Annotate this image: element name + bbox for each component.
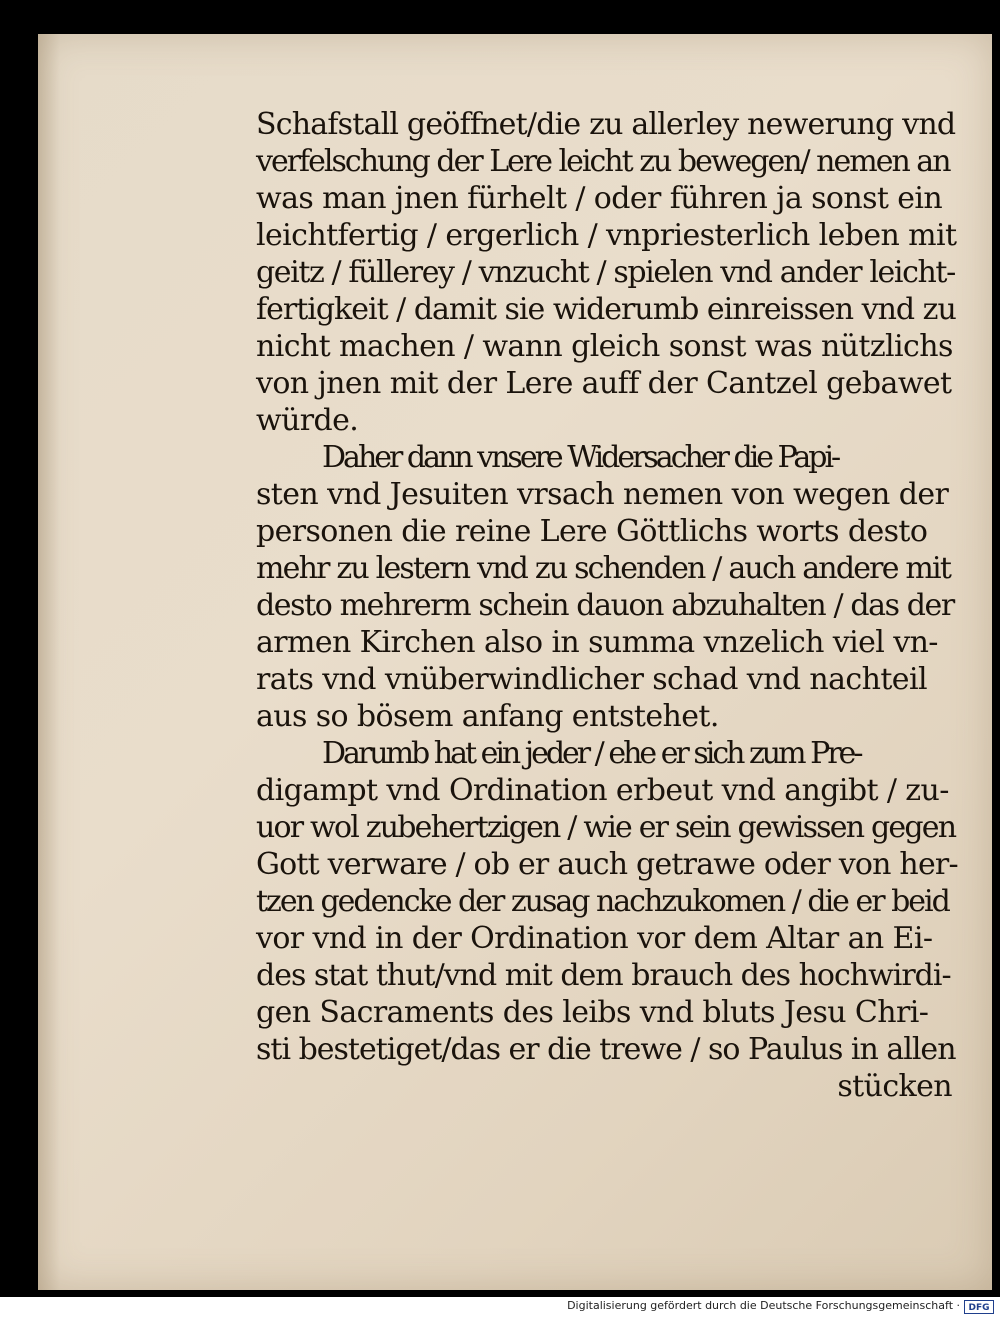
text-line: tzen gedencke der zusag nachzukomen / die er beid	[256, 884, 949, 919]
paragraph-start-line: Darumb hat ein jeder / ehe er sich zum Pre-	[322, 736, 861, 771]
funding-credit: Digitalisierung gefördert durch die Deutsche Forschungsgemeinschaft ·	[567, 1299, 960, 1312]
text-line: digampt vnd Ordination erbeut vnd angibt / zu-	[256, 773, 949, 808]
text-line: uor wol zubehertzigen / wie er sein gewissen gegen	[256, 810, 956, 845]
text-line: sti bestetiget/das er die trewe / so Paulus in allen	[256, 1032, 956, 1067]
text-line: nicht machen / wann gleich sonst was nützlichs	[256, 329, 953, 364]
text-line: aus so bösem anfang entstehet.	[256, 699, 719, 734]
text-line: leichtfertig / ergerlich / vnpriesterlich leben mit	[256, 218, 957, 253]
text-line: fertigkeit / damit sie widerumb einreissen vnd zu	[256, 292, 956, 327]
text-line: Gott verware / ob er auch getrawe oder von her-	[256, 847, 958, 882]
text-line: gen Sacraments des leibs vnd bluts Jesu Chri-	[256, 995, 929, 1030]
catchword: stücken	[837, 1069, 952, 1104]
page-scan	[38, 34, 992, 1290]
text-line: des stat thut/vnd mit dem brauch des hochwirdi-	[256, 958, 951, 993]
text-line: was man jnen fürhelt / oder führen ja sonst ein	[256, 181, 943, 216]
text-line: mehr zu lestern vnd zu schenden / auch andere mit	[256, 551, 951, 586]
text-line: sten vnd Jesuiten vrsach nemen von wegen der	[256, 477, 949, 512]
text-line: rats vnd vnüberwindlicher schad vnd nachteil	[256, 662, 927, 697]
footer-bar	[0, 1297, 1000, 1317]
text-line: geitz / füllerey / vnzucht / spielen vnd ander leicht-	[256, 255, 955, 290]
dfg-logo: DFG	[964, 1300, 994, 1314]
text-line: verfelschung der Lere leicht zu bewegen/ nemen an	[256, 144, 950, 179]
text-line: desto mehrerm schein dauon abzuhalten / das der	[256, 588, 954, 623]
text-line: Schafstall geöffnet/die zu allerley newerung vnd	[256, 107, 956, 142]
paragraph-start-line: Daher dann vnsere Widersacher die Papi-	[322, 440, 839, 475]
text-line: personen die reine Lere Göttlichs worts desto	[256, 514, 928, 549]
page-binding-shadow	[38, 34, 60, 1290]
text-line: von jnen mit der Lere auff der Cantzel gebawet	[256, 366, 952, 401]
text-line: armen Kirchen also in summa vnzelich viel vn-	[256, 625, 938, 660]
text-line: vor vnd in der Ordination vor dem Altar an Ei-	[256, 921, 933, 956]
document-text	[256, 106, 956, 1105]
text-line: würde.	[256, 403, 359, 438]
